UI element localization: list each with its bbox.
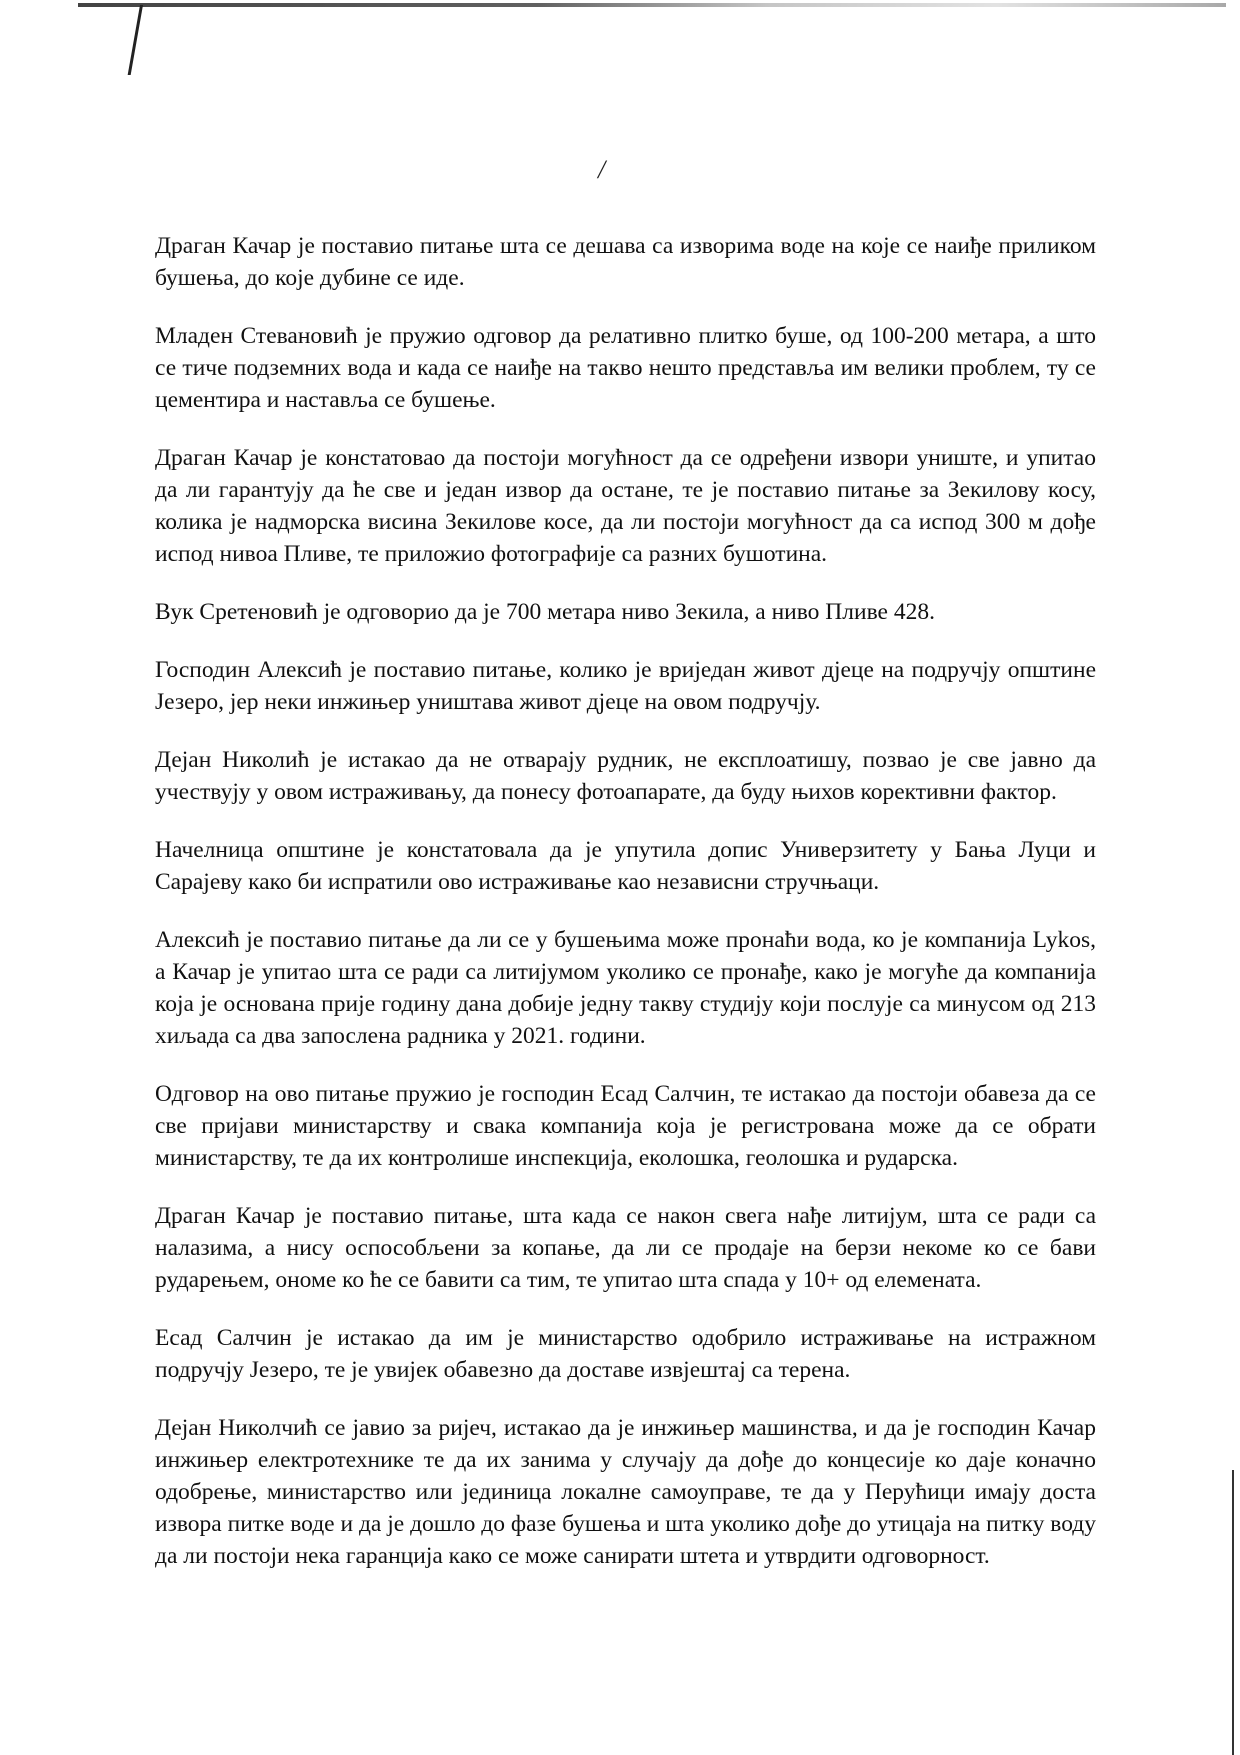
- paragraph-11: Есад Салчин је истакао да им је министарство одобрило истраживање на истражном подручју Језеро, те је увијек обавезно да доставе извјештај са терена.: [155, 1325, 1096, 1383]
- page-mark: /: [598, 155, 606, 184]
- paragraph-10: Драган Качар је поставио питање, шта када се након свега нађе литијум, шта се ради са налазима, а нису оспособљени за копање, да ли се продаје на берзи некоме ко се бави рударењем, ономе ко ће се бавити са тим, те упитао шта спада у 10+ од елемената.: [155, 1203, 1096, 1293]
- paragraph-12: Дејан Николчић се јавио за ријеч, истакао да је инжињер машинства, и да је господин Качар инжињер електротехнике те да их занима у случају да дође до концесије ко даје коначно одобрење, министарство или јединица локалне самоуправе, те да у Перућици имају доста извора питке воде и да је дошло до фазе бушења и шта уколико дође до утицаја на питку воду да ли постоји нека гаранција како се може санирати штета и утврдити одговорност.: [155, 1415, 1096, 1569]
- paragraph-5: Господин Алексић је поставио питање, колико је вриједан живот дјеце на подручју општине Језеро, јер неки инжињер уништава живот дјеце на овом подручју.: [155, 657, 1096, 715]
- paragraph-1: Драган Качар је поставио питање шта се дешава са изворима воде на које се наиђе приликом бушења, до које дубине се иде.: [155, 233, 1096, 291]
- paragraph-6: Дејан Николић је истакао да не отварају рудник, не експлоатишу, позвао је све јавно да учествују у овом истраживању, да понесу фотоапарате, да буду њихов корективни фактор.: [155, 747, 1096, 805]
- scan-edge-top: [78, 3, 1226, 7]
- scan-edge-corner: [128, 5, 143, 75]
- paragraph-9: Одговор на ово питање пружио је господин Есад Салчин, те истакао да постоји обавеза да се све пријави министарству и свака компанија која је регистрована може да се обрати министарству, те да их контролише инспекција, еколошка, геолошка и рударска.: [155, 1081, 1096, 1171]
- scan-edge-right: [1232, 1470, 1234, 1755]
- paragraph-4: Вук Сретеновић је одговорио да је 700 метара ниво Зекила, а ниво Пливе 428.: [155, 599, 935, 625]
- paragraph-7: Начелница општине је констатовала да је упутила допис Универзитету у Бања Луци и Сарајеву како би испратили ово истраживање као независни стручњаци.: [155, 837, 1096, 895]
- paragraph-8: Алексић је поставио питање да ли се у бушењима може пронаћи вода, ко је компанија Lykos, а Качар је упитао шта се ради са литијумом уколико се пронађе, како је могуће да компанија која је основана прије годину дана добије једну такву студију који послује са минусом од 213 хиљада са два запослена радника у 2021. години.: [155, 927, 1096, 1049]
- document-body: [155, 230, 1096, 1598]
- paragraph-2: Младен Стевановић је пружио одговор да релативно плитко буше, од 100-200 метара, а што се тиче подземних вода и када се наиђе на такво нешто представља им велики проблем, ту се цементира и наставља се бушење.: [155, 323, 1096, 413]
- paragraph-3: Драган Качар је констатовао да постоји могућност да се одређени извори униште, и упитао да ли гарантују да ће све и један извор да остане, те је поставио питање за Зекилову косу, колика је надморска висина Зекилове косе, да ли постоји могућност да са испод 300 м дође испод нивоа Пливе, те приложио фотографије са разних бушотина.: [155, 445, 1096, 567]
